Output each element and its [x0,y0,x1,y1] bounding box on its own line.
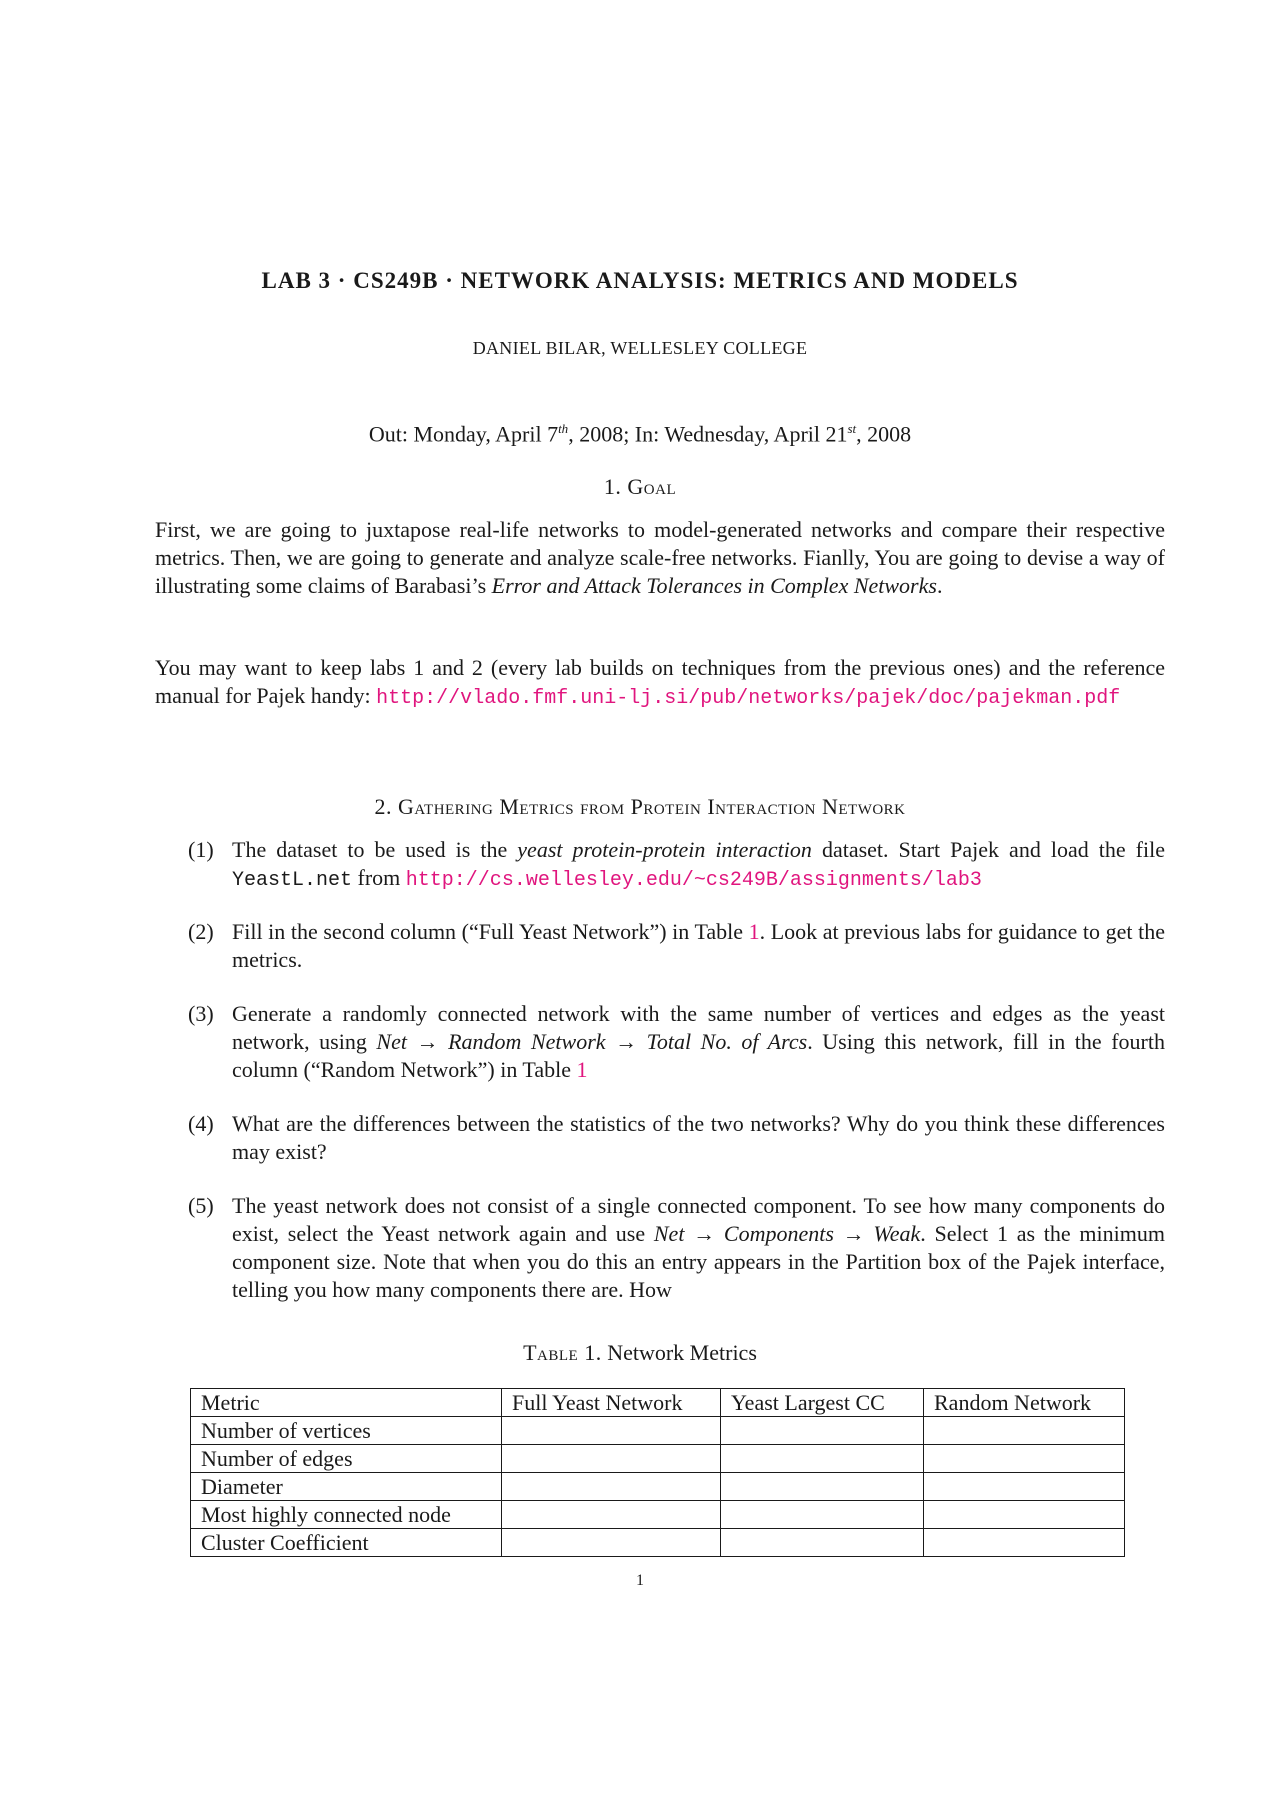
item-body [232,836,1165,895]
table-row [191,1529,1125,1557]
item-text: Fill in the second column (“Full Yeast Network”) in Table [232,919,749,944]
goal-text-end: . [936,573,943,598]
table-cell [502,1417,721,1445]
pajek-manual-link[interactable]: http://vlado.fmf.uni-lj.si/pub/networks/pajek/doc/pajekman.pdf [376,687,1121,710]
reference-paragraph [155,654,1165,713]
table-1-ref-link[interactable]: 1 [576,1057,588,1082]
table-cell: Number of edges [191,1445,502,1473]
table-row [191,1473,1125,1501]
date-out-sup: th [558,421,569,436]
table-caption [0,1340,1280,1366]
table-header-cell: Metric [191,1389,502,1417]
lab3-assignment-link[interactable]: http://cs.wellesley.edu/~cs249B/assignments/lab3 [405,869,982,892]
list-item [188,836,1165,895]
table-header-cell: Full Yeast Network [502,1389,721,1417]
item-number: (5) [188,1193,214,1218]
menu-path: Net → Components → Weak [653,1221,921,1246]
table-cell: Number of vertices [191,1417,502,1445]
list-item [188,1192,1165,1304]
reference-text: You may want to keep labs 1 and 2 (every lab builds on techniques from the previous ones) and the reference manual for Pajek handy: [155,655,1165,708]
table-cell [721,1473,924,1501]
item-text: . Using this network, fill in the fourth column (“Random Network”) in Table [232,1029,1165,1082]
table-row [191,1417,1125,1445]
item-body [232,1192,1165,1304]
item-text: . Select 1 as the minimum component size. Note that when you do this an entry appears in the Partition box of the Pajek interface, telling you how many components there are. How [232,1221,1165,1302]
item-body [232,1000,1165,1084]
table-header-cell: Random Network [924,1389,1125,1417]
item-text: from [352,865,406,890]
table-header-cell: Yeast Largest CC [721,1389,924,1417]
item-number: (4) [188,1111,214,1136]
table-cell [502,1501,721,1529]
table-cell [502,1529,721,1557]
goal-text: First, we are going to juxtapose real-life networks to model-generated networks and compare their respective metrics. Then, we are going to generate and analyze scale-free networks. Fianlly, You are going to devise a way of illustrating some claims of Barabasi’s [155,517,1165,598]
item-text: Generate a randomly connected network with the same number of vertices and edges as the yeast network, using [232,1001,1165,1054]
date-out: Out: Monday, April 7 [368,421,559,447]
table-caption-label: Table 1. [523,1340,602,1365]
table-caption-text: Network Metrics [601,1340,757,1365]
table-row [191,1445,1125,1473]
date-end: , 2008 [856,421,912,447]
date-in-sup: st [847,421,857,436]
date-mid: , 2008; In: Wednesday, April 21 [568,421,848,447]
list-item [188,1000,1165,1084]
date-line [0,421,1280,447]
item-emphasis: yeast protein-protein interaction [517,837,812,862]
table-cell: Most highly connected node [191,1501,502,1529]
item-text: The dataset to be used is the [232,837,518,862]
table-cell [924,1501,1125,1529]
filename-code: YeastL.net [232,869,353,892]
table-cell [721,1417,924,1445]
table-cell [924,1445,1125,1473]
item-number: (3) [188,1001,214,1026]
goal-paragraph [155,516,1165,600]
list-item [188,918,1165,974]
table-cell [502,1445,721,1473]
item-number: (1) [188,837,214,862]
section-1-heading: 1. Goal [603,474,677,499]
item-number: (2) [188,919,214,944]
item-text: The yeast network does not consist of a single connected component. To see how many components do exist, select the Yeast network again and use [232,1193,1165,1246]
table-row [191,1501,1125,1529]
table-1-ref-link[interactable]: 1 [748,919,760,944]
item-body: What are the differences between the statistics of the two networks? Why do you think these differences may exist? [232,1111,1165,1164]
table-cell [502,1473,721,1501]
table-cell: Diameter [191,1473,502,1501]
menu-path: Net → Random Network → Total No. of Arcs [376,1029,808,1054]
table-header-row [191,1389,1125,1417]
table-cell [721,1445,924,1473]
table-cell [721,1529,924,1557]
item-body [232,918,1165,974]
network-metrics-table [190,1388,1125,1557]
list-item [188,1110,1165,1166]
item-text: . Look at previous labs for guidance to get the metrics. [232,919,1165,972]
page-number: 1 [636,1572,644,1589]
table-cell [924,1529,1125,1557]
table-cell [924,1473,1125,1501]
section-2-heading: 2. Gathering Metrics from Protein Interaction Network [374,794,906,819]
table-cell [924,1417,1125,1445]
table-cell [721,1501,924,1529]
goal-paper-title: Error and Attack Tolerances in Complex Networks [491,573,937,598]
author-line: DANIEL BILAR, WELLESLEY COLLEGE [472,338,808,358]
document-title: LAB 3 · CS249B · NETWORK ANALYSIS: METRICS AND MODELS [261,268,1019,293]
table-cell: Cluster Coefficient [191,1529,502,1557]
item-text: dataset. Start Pajek and load the file [811,837,1165,862]
